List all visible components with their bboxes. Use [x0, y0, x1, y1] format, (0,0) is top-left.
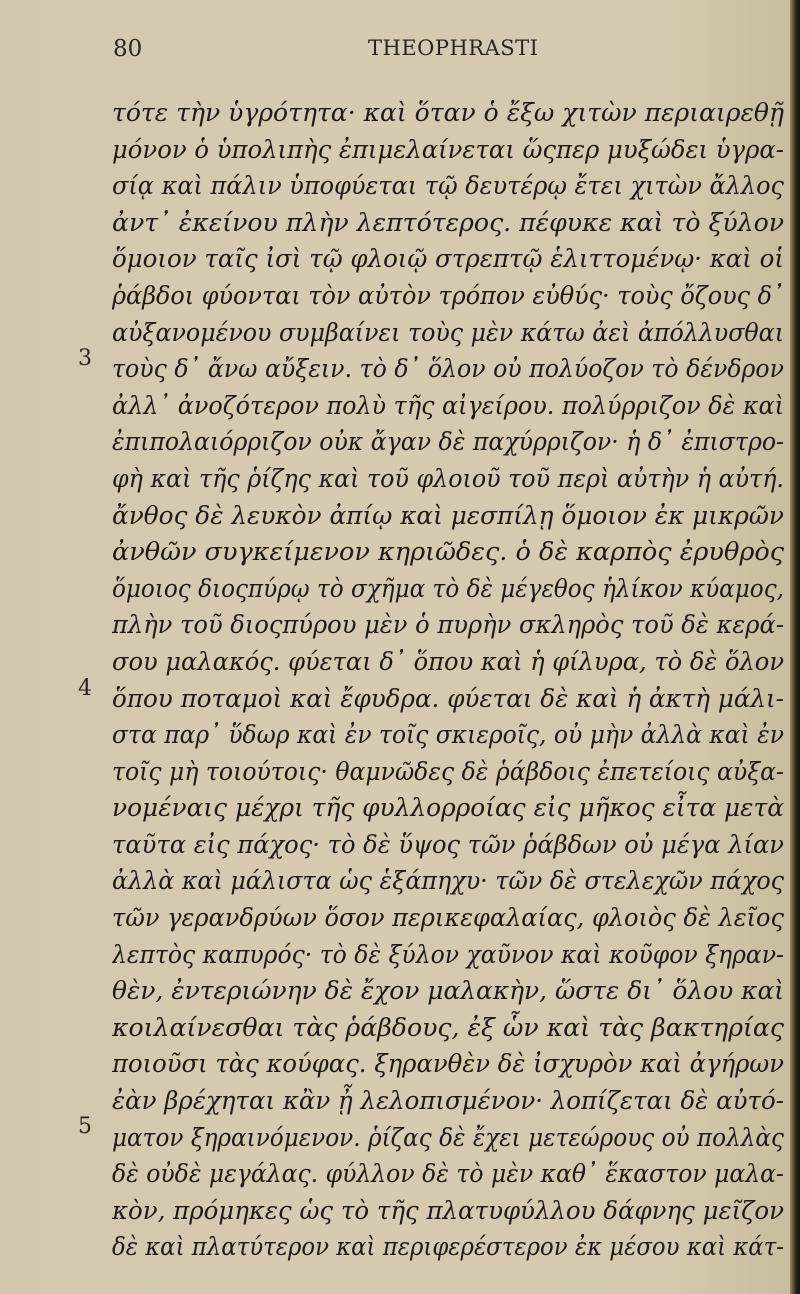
page-number: 80: [113, 36, 143, 62]
section-number-5: 5: [78, 1114, 92, 1139]
text-line: δὲ καὶ πλατύτερον καὶ περιφερέστερον ἐκ μέσου καὶ κάτ-: [112, 1232, 784, 1262]
section-number-3: 3: [78, 346, 92, 371]
text-line: τοὺς δ᾽ ἄνω αὔξειν. τὸ δ᾽ ὅλον οὐ πολύοζον τὸ δένδρον: [112, 354, 784, 384]
text-line: στα παρ᾽ ὕδωρ καὶ ἐν τοῖς σκιεροῖς, οὐ μὴν ἀλλὰ καὶ ἐν: [112, 720, 784, 750]
text-line: ἀλλ᾽ ἀνοζότερον πολὺ τῆς αἰγείρου. πολύρριζον δὲ καὶ: [112, 390, 784, 420]
text-line: φὴ καὶ τῆς ῥίζης καὶ τοῦ φλοιοῦ τοῦ περὶ αὐτὴν ἡ αὐτή.: [112, 463, 784, 493]
text-line: ματον ξηραινόμενον. ῥίζας δὲ ἔχει μετεώρους οὐ πολλὰς: [112, 1122, 784, 1152]
text-line: σου μαλακός. φύεται δ᾽ ὅπου καὶ ἡ φίλυρα, τὸ δὲ ὅλον: [112, 646, 784, 676]
text-line: θὲν, ἐντεριώνην δὲ ἔχον μαλακὴν, ὥστε δι᾽ ὅλου καὶ: [112, 976, 784, 1006]
text-line: ἐπιπολαιόρριζον οὐκ ἄγαν δὲ παχύρριζον· ἡ δ᾽ ἐπιστρο-: [112, 427, 784, 457]
text-line: νομέναις μέχρι τῆς φυλλορροίας εἰς μῆκος εἶτα μετὰ: [112, 793, 784, 823]
text-line: ποιοῦσι τὰς κούφας. ξηρανθὲν δὲ ἰσχυρὸν καὶ ἀγήρων: [112, 1049, 784, 1079]
text-line: κοιλαίνεσθαι τὰς ῥάβδους, ἐξ ὧν καὶ τὰς βακτηρίας: [112, 1012, 784, 1042]
text-line: δὲ οὐδὲ μεγάλας. φύλλον δὲ τὸ μὲν καθ᾽ ἕκαστον μαλα-: [112, 1159, 784, 1189]
running-title: THEOPHRASTI: [368, 36, 539, 60]
text-line: λεπτὸς καπυρός· τὸ δὲ ξύλον χαῦνον καὶ κοῦφον ξηραν-: [112, 939, 784, 969]
book-edge: [790, 0, 800, 1294]
text-line: τοῖς μὴ τοιούτοις· θαμνῶδες δὲ ῥάβδοις ἐπετείοις αὐξα-: [112, 756, 784, 786]
text-line: τότε τὴν ὑγρότητα· καὶ ὅταν ὁ ἔξω χιτὼν περιαιρεθῇ: [112, 98, 784, 127]
page-header: [0, 36, 790, 70]
text-line: ὅπου ποταμοὶ καὶ ἔφυδρα. φύεται δὲ καὶ ἡ ἀκτὴ μάλι-: [112, 683, 784, 713]
text-line: ἐὰν βρέχηται κἂν ᾖ λελοπισμένον· λοπίζεται δὲ αὐτό-: [112, 1086, 784, 1116]
text-line: ὅμοιον ταῖς ἰσὶ τῷ φλοιῷ στρεπτῷ ἑλιττομένῳ· καὶ οἱ: [112, 244, 784, 274]
text-line: ὅμοιος διοςπύρῳ τὸ σχῆμα τὸ δὲ μέγεθος ἡλίκον κύαμος,: [112, 573, 784, 603]
text-line: ἀντ᾽ ἐκείνου πλὴν λεπτότερος. πέφυκε καὶ τὸ ξύλον: [112, 207, 784, 237]
greek-text-body: [112, 95, 790, 1266]
text-line: ἄνθος δὲ λευκὸν ἀπίῳ καὶ μεσπίλῃ ὅμοιον ἐκ μικρῶν: [112, 500, 784, 530]
text-line: ῥάβδοι φύονται τὸν αὐτὸν τρόπον εὐθύς· τοὺς ὄζους δ᾽: [112, 280, 784, 310]
text-line: ἀνθῶν συγκείμενον κηριῶδες. ὁ δὲ καρπὸς ἐρυθρὸς: [112, 537, 785, 567]
text-line: ἀλλὰ καὶ μάλιστα ὡς ἑξάπηχυ· τῶν δὲ στελεχῶν πάχος: [112, 866, 784, 896]
text-line: σίᾳ καὶ πάλιν ὑποφύεται τῷ δευτέρῳ ἔτει χιτὼν ἄλλος: [112, 171, 784, 201]
text-line: τῶν γερανδρύων ὅσον περικεφαλαίας, φλοιὸς δὲ λεῖος: [112, 903, 784, 933]
text-line: κὸν, πρόμηκες ὡς τὸ τῆς πλατυφύλλου δάφνης μεῖζον: [112, 1195, 784, 1225]
text-line: πλὴν τοῦ διοςπύρου μὲν ὁ πυρὴν σκληρὸς τοῦ δὲ κερά-: [112, 610, 784, 640]
text-line: ταῦτα εἰς πάχος· τὸ δὲ ὕψος τῶν ῥάβδων οὐ μέγα λίαν: [112, 829, 784, 859]
text-line: μόνον ὁ ὑπολιπὴς ἐπιμελαίνεται ὥςπερ μυξώδει ὑγρα-: [112, 134, 784, 164]
section-number-4: 4: [78, 676, 92, 701]
text-line: αὐξανομένου συμβαίνει τοὺς μὲν κάτω ἀεὶ ἀπόλλυσθαι: [112, 317, 784, 347]
